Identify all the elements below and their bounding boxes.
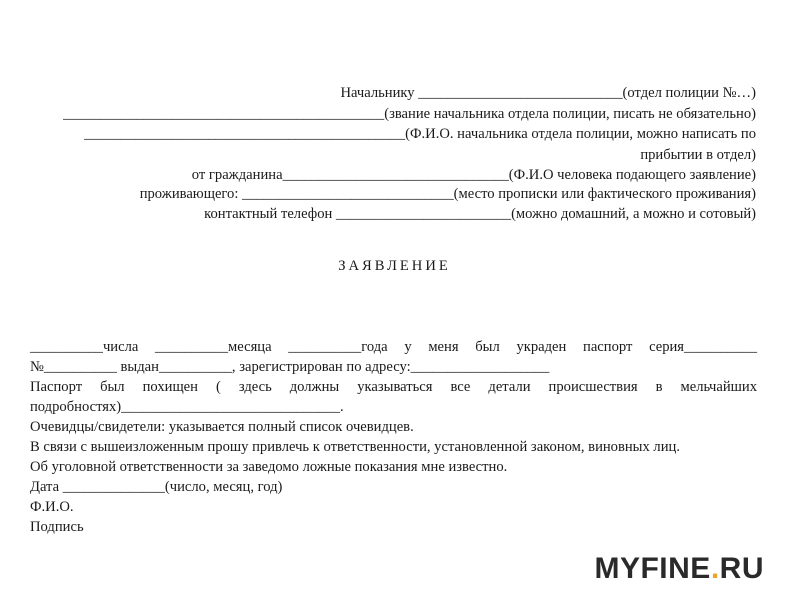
header-chief-name-line: ____________________________________________(Ф.И.О. начальника отдела полиции, можно написать по	[84, 126, 756, 142]
site-watermark	[594, 552, 764, 586]
theft-date-passport-line: __________числа __________месяца __________года у меня был украден паспорт серия__________	[30, 339, 757, 355]
header-addressee-line: Начальнику ____________________________(отдел полиции №…)	[340, 85, 756, 101]
watermark-part1: MYFINE	[594, 552, 711, 585]
date-line: Дата ______________(число, месяц, год)	[30, 479, 283, 495]
full-name-line: Ф.И.О.	[30, 499, 74, 515]
incident-details-line: Паспорт был похищен ( здесь должны указываться все детали происшествия в мельчайших	[30, 379, 757, 395]
watermark-part2: RU	[719, 552, 764, 585]
header-chief-name-line-cont: прибытии в отдел)	[640, 147, 756, 163]
watermark-dot: .	[710, 552, 720, 585]
document-title: ЗАЯВЛЕНИЕ	[338, 258, 451, 274]
header-residence-line: проживающего: _____________________________(место прописки или фактического проживания)	[139, 186, 756, 202]
incident-details-line-cont: подробностях)______________________________.	[30, 399, 344, 415]
witnesses-line: Очевидцы/свидетели: указывается полный список очевидцев.	[30, 419, 414, 435]
signature-line: Подпись	[30, 519, 84, 535]
request-line: В связи с вышеизложенным прошу привлечь к ответственности, установленной законом, виновных лиц.	[30, 439, 680, 455]
header-from-citizen-line: от гражданина_______________________________(Ф.И.О человека подающего заявление)	[191, 167, 756, 183]
passport-issued-address-line: №__________ выдан__________, зарегистрирован по адресу:___________________	[30, 359, 550, 375]
header-phone-line: контактный телефон ________________________(можно домашний, а можно и сотовый)	[204, 206, 756, 222]
header-rank-line: ____________________________________________(звание начальника отдела полиции, писать не обязательно)	[63, 106, 756, 122]
liability-line: Об уголовной ответственности за заведомо ложные показания мне известно.	[30, 459, 508, 475]
